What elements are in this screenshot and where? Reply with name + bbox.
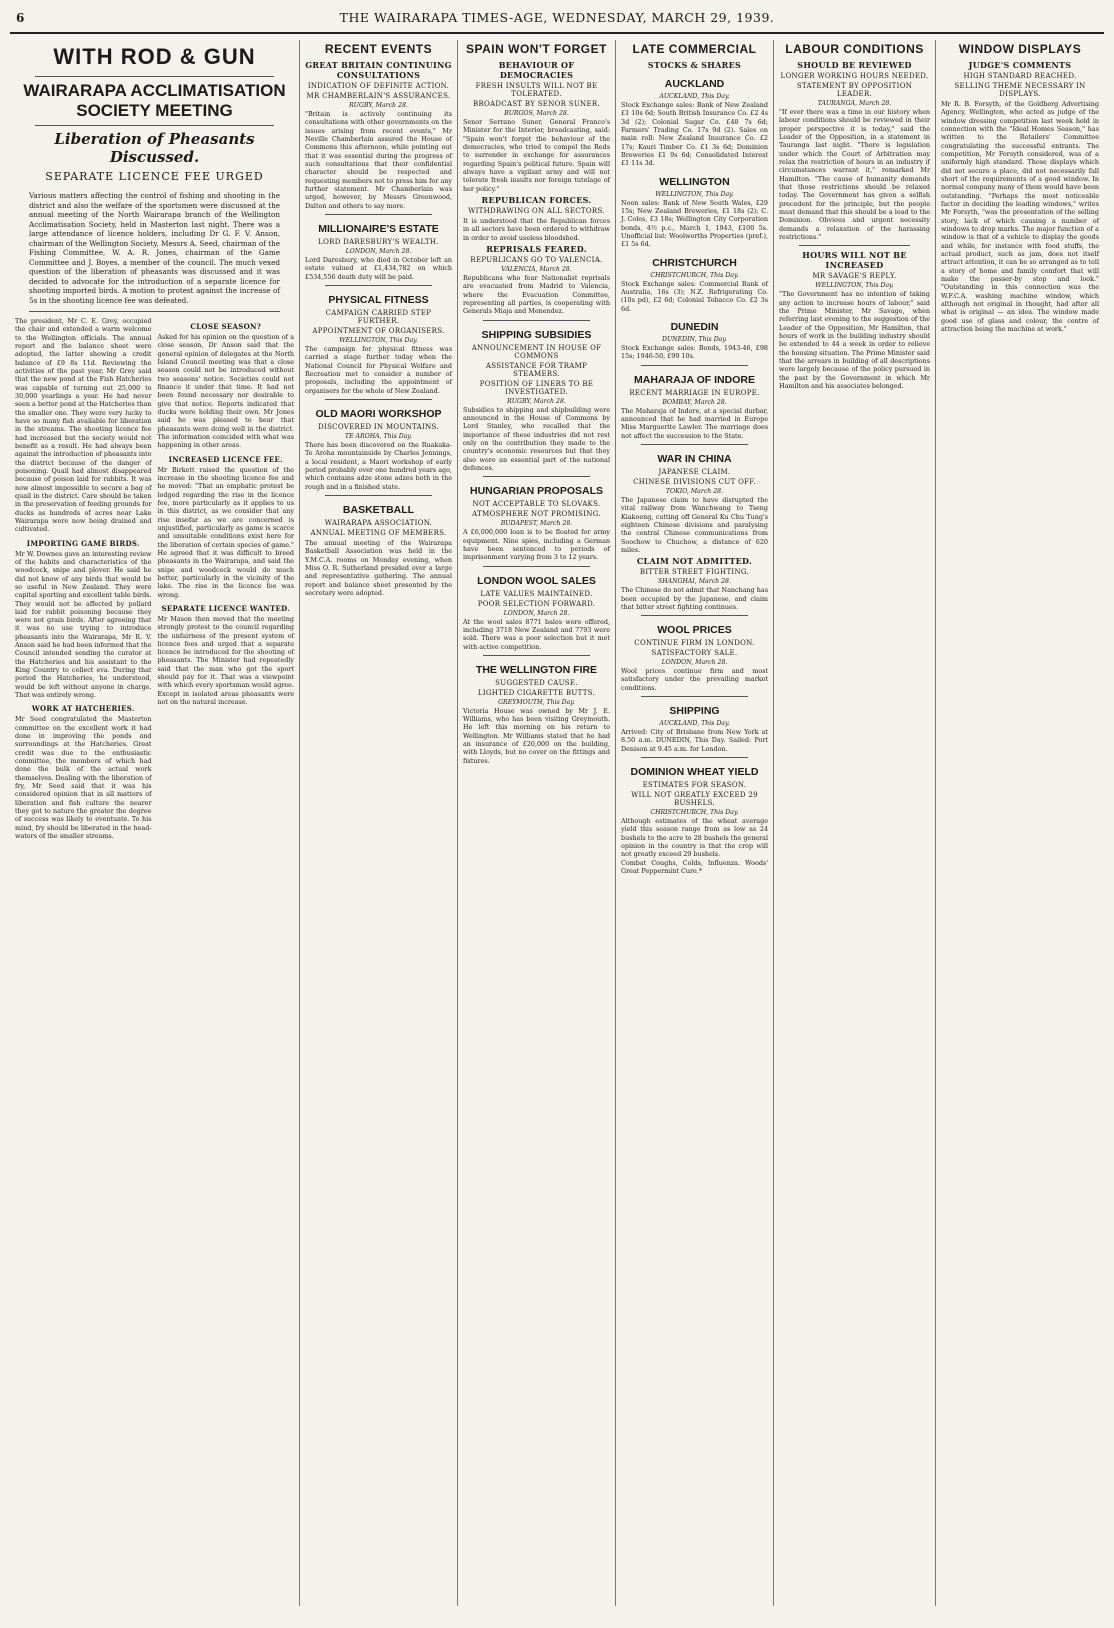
column-heading: LABOUR CONDITIONS	[785, 42, 924, 56]
article-paragraph: The campaign for physical fitness was carried a stage further today when the National Council for Physical Welfare and Recreation met to consider a number of proposals, including the appointment of organisers for the whole of New Zealand.	[305, 344, 452, 395]
dateline: LONDON, March 28.	[345, 247, 412, 255]
dateline: RUGBY, March 28.	[349, 102, 408, 109]
dateline: LONDON, March 28.	[661, 659, 728, 667]
article-subheadline: LONGER WORKING HOURS NEEDED.	[780, 72, 929, 80]
article-subheadline: INDICATION OF DEFINITE ACTION.	[307, 82, 450, 90]
advertisement-line: Combat Coughs, Colds, Influenza. Woods' Great Peppermint Cure.*	[621, 858, 768, 876]
article-subheadline: Liberation of Pheasants Discussed.	[54, 130, 255, 166]
article-paragraph: There has been discovered on the Ruakaka-Te Aroha mountainside by Charles Jennings, a local resident, a Maori workshop of early period probably over one hundred years ago, which contains adze stone adzes both in the rough and in a finished state.	[305, 440, 452, 491]
dateline: VALENCIA, March 28.	[501, 265, 572, 273]
article-paragraph: "If ever there was a time in our history when labour conditions should be reviewed in their proper perspective it is today," said the Leader of the Opposition, in a statement in Tauranga last night. "There is legislation under which the Court of Arbitration may relax the restriction of hours in an industry if circumstances warrant it," remarked Mr Hamilton. "The cause of humanity demands that those restrictions should be relaxed today. The Government has given a selfish precedent for the principle, but the people must demand that this should be a lead to the Dominion. Obvious and urgent necessity demands a relaxation of the harassing restrictions."	[779, 108, 930, 241]
article-intro: Various matters affecting the control of fishing and shooting in the district and also the welfare of the sportsmen were discussed at the annual meeting of the North Wairarapa branch of the Wellington Acclimatisation Society, held in Masterton last night. There was a large attendance of licence holders, including Dr G. F. V. Anson, chairman of the Wellington Society, Messrs A. Seed, chairman of the Fishing Committee, W. A. R. Jones, chairman of the Game Committee and J. Boyes, a member of the council. The much vexed question of the liberation of pheasants was discussed and it was decided to advocate for the introduction of a separate licence for shooting imported birds. A motion to protest against the increase of 5s in the shooting licence fee was defeated.	[29, 191, 280, 305]
column-recent-events	[300, 40, 458, 1606]
article-subheadline: WILL NOT GREATLY EXCEED 29 BUSHELS.	[631, 791, 758, 808]
article-paragraph: The Japanese claim to have disrupted the vital railway from Wanchwang to Tseng Kiakoeng, cutting off General Ku Chu Tung's eighteen Chinese divisions and paralysing the central Chinese communications from Soochow to Chuchow, a distance of 620 miles.	[621, 495, 768, 554]
article-headline: JUDGE'S COMMENTS	[968, 60, 1072, 70]
column-rod-gun	[10, 40, 300, 1606]
article-headline: WAIRARAPA ACCLIMATISATION SOCIETY MEETING	[23, 81, 286, 120]
article-headline: OLD MAORI WORKSHOP	[315, 407, 442, 420]
article-paragraph: Arrived: City of Brisbane from New York at 8.50 a.m. DUNEDIN, This Day. Sailed: Port Denison at 9.45 a.m. for London.	[621, 728, 768, 753]
article-subheadline: LIGHTED CIGARETTE BUTTS.	[477, 688, 596, 697]
article-paragraph: Noon sales: Bank of New South Wales, £29 15s; New Zealand Breweries, £1 18s (2); C. J. Coles, £3 18s; Wellington City Corporation bonds, 4½ p.c., March 1, 1943, £100 5s. Unofficial list: Woolworths Properties (pref.), £1 5s 6d.	[621, 198, 768, 249]
article-headline: WAR IN CHINA	[657, 452, 732, 465]
dateline: GREYMOUTH, This Day.	[498, 698, 575, 706]
article-subheadline: ANNOUNCEMENT IN HOUSE OF COMMONS	[471, 343, 602, 360]
article-subheadline: ESTIMATES FOR SEASON.	[642, 781, 747, 790]
column-window-displays	[936, 40, 1104, 1606]
article-subheadline: FRESH INSULTS WILL NOT BE TOLERATED.	[475, 82, 598, 98]
article-subheadline: HIGH STANDARD REACHED.	[963, 72, 1077, 80]
article-paragraph: Mr Seed congratulated the Masterton committee on the excellent work it had done in improving the ponds and surroundings at the Hatcheries. Great credit was due to the enthusiastic committee, the members of which had done the bulk of the actual work themselves. Dealing with the liberation of fry, Mr Seed said that it was his considered opinion that in all matters of liberation and fish culture the nearer they got to nature the greater the degree of success was likely to eventuate. To his mind, fry should be liberated in the head-waters of the smaller streams.	[15, 715, 152, 841]
newspaper-title: THE WAIRARAPA TIMES-AGE, WEDNESDAY, MARCH 29, 1939.	[339, 10, 775, 25]
article-headline: REPRISALS FEARED.	[486, 243, 587, 254]
article-headline: THE WELLINGTON FIRE	[475, 663, 598, 676]
article-subhead: IMPORTING GAME BIRDS.	[26, 538, 140, 548]
city-heading: DUNEDIN	[670, 320, 719, 333]
article-headline: MILLIONAIRE'S ESTATE	[318, 222, 439, 235]
column-heading: LATE COMMERCIAL	[632, 42, 757, 56]
city-heading: CHRISTCHURCH	[652, 256, 737, 269]
article-paragraph: Victoria House was owned by Mr J. E. Williams, who has been visiting Greymouth. He left this morning on his return to Wellington. Mr Williams stated that he had an insurance of £20,000 on the building, with Lloyds, but no cover on the fittings and fixtures.	[463, 706, 610, 765]
masthead	[10, 10, 1104, 34]
dateline: RUGBY, March 28.	[507, 397, 566, 405]
article-headline: HUNGARIAN PROPOSALS	[469, 485, 603, 498]
city-heading: WELLINGTON	[659, 175, 730, 188]
article-headline: DOMINION WHEAT YIELD	[630, 766, 759, 779]
dateline: CHRISTCHURCH, This Day.	[650, 809, 739, 817]
article-paragraph: Stock Exchange sales: Bonds, 1943-46, £98 15s; 1946-50, £99 10s.	[621, 343, 768, 361]
dateline: WELLINGTON, This Day.	[655, 190, 734, 198]
article-headline: GREAT BRITAIN CONTINUING CONSULTATIONS	[305, 60, 452, 80]
article-headline: LONDON WOOL SALES	[477, 574, 596, 587]
article-subheadline: STATEMENT BY OPPOSITION LEADER.	[796, 82, 913, 98]
article-subheadline: MR CHAMBERLAIN'S ASSURANCES.	[306, 92, 451, 100]
article-subheadline: CONTINUE FIRM IN LONDON.	[634, 639, 755, 648]
column-heading: RECENT EVENTS	[324, 42, 433, 56]
article-subheadline: ATMOSPHERE NOT PROMISING.	[472, 510, 601, 519]
columns	[10, 40, 1104, 1606]
article-subheadline: JAPANESE CLAIM.	[658, 467, 731, 476]
article-paragraph: It is understood that the Republican forces in all sectors have been ordered to withdraw in order to avoid useless bloodshed.	[463, 216, 610, 242]
article-subheadline: MR SAVAGE'S REPLY.	[812, 272, 897, 281]
article-paragraph: "Britain is actively continuing its consultations with other governments on the issues arising from recent events," Mr Neville Chamberlain assured the House of Commons this afternoon, while pointing out that it was essential during the progress of such consultations that their confidential character should be respected and requesting members not to press him for any further statement. Mr Chamberlain was urged, however, by Messrs Greenwood, Dalton and others to say more.	[305, 110, 452, 210]
article-paragraph: Mr R. B. Forsyth, of the Goldberg Advertising Agency, Wellington, who acted as judge of the window dressing competition last week held in connection with the "Ideal Homes Season," has written to the Retailers' Committee congratulating the successful entrants. The competition, Mr Forsyth considered, was of a uniformly high standard. Those displays which did not secure a place, did not necessarily fall short of the requirements of a good window. In normal company many of them would have been outstanding. "Perhaps the most noticeable factor in deciding the leading windows," writes Mr Forsyth, "was the presentation of the selling story, lack of which causing a number of windows to drop marks. The major function of a window is that of a vehicle to display the goods and while, for instance with food stuffs, the actual product, such as jam, does not itself attract attention, it can be so arranged as to tell a story of home and family comfort that will make the passer-by stop and look." "Outstanding in this connection was the W.F.C.A. washing machine window, which although not original in thought, had after all what is original — an idea. The window made good use of glass and colour, the centre of attraction being the machine at work."	[941, 100, 1099, 333]
article-body-columns	[15, 317, 294, 840]
article-paragraph: Although estimates of the wheat average yield this season range from as low as 24 bushels to the acre to 28 bushels the general opinion in the country is that the crop will not greatly exceed 29 bushels.	[621, 817, 768, 859]
dateline: DUNEDIN, This Day.	[662, 335, 727, 343]
article-headline: PHYSICAL FITNESS	[328, 293, 429, 306]
dateline: AUCKLAND, This Day.	[659, 720, 730, 728]
dateline: CHRISTCHURCH, This Day.	[650, 271, 739, 279]
dateline: TOKIO, March 28.	[665, 487, 724, 495]
article-headline: SHOULD BE REVIEWED	[797, 60, 912, 70]
article-subheadline: WAIRARAPA ASSOCIATION.	[324, 518, 433, 527]
article-subheadline: SUGGESTED CAUSE.	[495, 678, 578, 687]
article-subhead: WORK AT HATCHERIES.	[31, 704, 135, 714]
dateline: BURGOS, March 28.	[504, 110, 569, 117]
article-paragraph: Stock Exchange sales: Commercial Bank of Australia, 16s (3); N.Z. Refrigerating Co. (10s pd), £2 6d; Colonial Tobacco Co. £2 3s 6d.	[621, 279, 768, 313]
article-paragraph: The Chinese do not admit that Nanchang has been occupied by the Japanese, and claim that bitter street fighting continues.	[621, 586, 768, 611]
article-headline: SHIPPING	[669, 705, 720, 718]
article-headline: MAHARAJA OF INDORE	[634, 373, 755, 386]
city-heading: AUCKLAND	[664, 78, 725, 90]
article-subheadline: LORD DARESBURY'S WEALTH.	[318, 237, 439, 246]
article-headline: BEHAVIOUR OF DEMOCRACIES	[498, 60, 575, 80]
article-headline: BASKETBALL	[342, 503, 415, 516]
article-paragraph: Subsidies to shipping and shipbuilding were announced in the House of Commons by Lord Stanley, who recalled that the importance of these industries did not rest only on the contribution they made to the country's economic resources but that they also were an essential part of the national defences.	[463, 405, 610, 472]
article-headline: CLAIM NOT ADMITTED.	[636, 556, 753, 567]
article-paragraph: Asked for his opinion on the question of a close season, Dr Anson said that the general opinion of delegates at the North Island Council meeting was that a close season could not be introduced without two seasons' notice. Societies could not finance it under that time. It had not been found necessary nor desirable to give that notice. Reports indicated that ducks were holding their own. Mr Jones said he was pleased to hear that pheasants were doing well in the district. The information coincided with what was happening in other areas.	[157, 333, 294, 450]
article-paragraph: Senor Serrano Suner, General Franco's Minister for the Interior, broadcasting, said: "Spain won't forget the behaviour of the democracies, who tried to compel the Reds to surrender in exchange for assurances regarding Spain's political future. Spain will always have a vigilant army and will not tolerate fresh insults nor foreign tutelage of her policy."	[463, 118, 610, 193]
article-subhead: INCREASED LICENCE FEE.	[168, 454, 283, 464]
article-subheadline: BROADCAST BY SENOR SUNER.	[473, 100, 600, 108]
article-subheadline: APPOINTMENT OF ORGANISERS.	[312, 326, 445, 335]
column-heading: WINDOW DISPLAYS	[958, 42, 1082, 56]
article-paragraph: Mr W. Downes gave an interesting review of the habits and characteristics of the woodcock, snipe and plover. He said he did not know of any birds that would be so useful in New Zealand. They were capital sporting and excellent table birds. They would not be affected by pollard laid for rabbit poisoning because they were not grain birds. After agreeing that it was no use trying to introduce pheasants into the Wairarapa, Mr R. V. Anson said he had been informed that the Council intended sending the curator at the Hatcheries and his assistant to the King Country to collect eva. During that period the Hatcheries, he understood, would be left without anyone in charge. That was entirely wrong.	[15, 549, 152, 700]
dateline: WELLINGTON, This Day.	[339, 336, 418, 344]
column-late-commercial	[616, 40, 774, 1606]
column-spain	[458, 40, 616, 1606]
article-paragraph: Mr Mason then moved that the meeting strongly protest to the council regarding the unfairness of the present system of licence fees and urged that a separate licence be introduced for the shooting of pheasants. The Minister had repeatedly said that the man who got the sport should pay for it. That was a viewpoint with which every sportsman would agree. Except in isolated areas pheasants were not on the natural increase.	[157, 614, 294, 707]
article-paragraph: "The Government has no intention of taking any action to increase hours of labour," said the Prime Minister, Mr Savage, when referring last evening to the suggestion of the Leader of the Opposition, Mr Hamilton, that hours of work in the building industry should be extended to 44 a week in order to relieve the housing situation. The Prime Minister said that the arrears in building of all descriptions were largely because of the policy pursued in the past by the Government in which Mr Hamilton and his associates belonged.	[779, 290, 930, 390]
article-headline: REPUBLICAN FORCES.	[481, 194, 592, 205]
column-labour-conditions	[774, 40, 936, 1606]
dateline: TE AROHA, This Day.	[344, 432, 413, 440]
newspaper-page	[10, 10, 1104, 1608]
article-subheadline: BITTER STREET FIGHTING.	[639, 568, 750, 577]
article-subheadline: ASSISTANCE FOR TRAMP STEAMERS.	[485, 361, 588, 378]
article-subheadline: LATE VALUES MAINTAINED.	[480, 589, 593, 598]
article-subheadline: SATISFACTORY SALE.	[651, 649, 738, 658]
article-subheadline: WITHDRAWING ON ALL SECTORS.	[468, 206, 605, 215]
article-body-right	[158, 317, 295, 840]
article-subheadline: POSITION OF LINERS TO BE INVESTIGATED.	[479, 379, 594, 396]
article-subheadline: CAMPAIGN CARRIED STEP FURTHER.	[325, 308, 432, 325]
article-paragraph: Wool prices continue firm and most satisfactory under the prevailing market conditions.	[621, 667, 768, 692]
article-subheadline: POOR SELECTION FORWARD.	[477, 599, 596, 608]
article-headline: SHIPPING SUBSIDIES	[481, 328, 592, 341]
article-paragraph: Lord Daresbury, who died in October left an estate valued at £1,434,782 on which £534,556 death duty will be paid.	[305, 255, 452, 281]
article-headline: STOCKS & SHARES	[647, 60, 742, 70]
article-subheadline: SELLING THEME NECESSARY IN DISPLAYS.	[954, 82, 1086, 98]
article-paragraph: The Maharaja of Indore, at a special durbar, announced that he had married in Europe Miss Marguerite Lawler. The marriage does not affect the succession to the State.	[621, 406, 768, 440]
article-subheadline-caps: SEPARATE LICENCE FEE URGED	[45, 170, 264, 183]
dateline: BUDAPEST, March 28.	[500, 520, 573, 528]
column-heading: WITH ROD & GUN	[53, 44, 256, 69]
dateline: BOMBAY, March 28.	[662, 398, 727, 406]
article-subhead: CLOSE SEASON?	[190, 322, 262, 331]
article-headline: HOURS WILL NOT BE INCREASED	[802, 250, 907, 271]
page-number: 6	[16, 11, 25, 25]
dateline: LONDON, March 28.	[503, 609, 570, 617]
article-paragraph: Mr Birkett raised the question of the increase in the shooting licence fee and he moved: "That an emphatic protest be lodged regarding the rise in the licence fee, more particularly as it applies to us in this district, as we consider that any rise insofar as we are concerned is unjustified, particularly as game is scarce and unsuitable conditions exist here for the liberation of certain species of game." He agreed that it was difficult to breed pheasants in the Wairarapa, and said the snipe and woodcock would do much better, particularly in the vicinity of the lake. The rise in the licence fee was wrong.	[157, 465, 294, 599]
article-subhead: SEPARATE LICENCE WANTED.	[161, 603, 290, 613]
dateline: WELLINGTON, This Day.	[815, 282, 894, 290]
column-heading: SPAIN WON'T FORGET	[466, 42, 607, 56]
article-subheadline: NOT ACCEPTABLE TO SLOVAKS.	[472, 500, 601, 509]
article-subheadline: CHINESE DIVISIONS CUT OFF.	[633, 477, 756, 486]
article-subheadline: REPUBLICANS GO TO VALENCIA.	[470, 255, 603, 264]
article-body-left	[15, 317, 152, 840]
article-subheadline: RECENT MARRIAGE IN EUROPE.	[629, 388, 760, 397]
dateline: AUCKLAND, This Day.	[659, 93, 730, 100]
article-paragraph: The president, Mr C. E. Grey, occupied the chair and extended a warm welcome to the Wellington officials. The annual report and the balance sheet were adopted, the latter showing a credit balance of £9 8s 11d. Reviewing the activities of the past year, Mr Grey said that the new pond at the Fish Hatcheries was capable of turning out 25,000 to 30,000 yearlings a year. He had never seen a better pond at the Hatcheries than the smaller one. They were very lucky to have so many fish available for liberation in the streams. The shooting licence fee had increased but the society would not benefit as a result. He had always been against the introduction of pheasants into the district because of the danger of poisoning. Quail had almost disappeared because of poison laid for rabbits. It was now almost impossible to secure a bag of quail in the district. Care should be taken in the preservation of feeding grounds for ducks as hundreds of acres near Lake Wairarapa were now being drained and cultivated.	[15, 317, 152, 534]
article-paragraph: The annual meeting of the Wairarapa Basketball Association was held in the Y.M.C.A. rooms on Monday evening, when Miss O. R. Sutherland presided over a large and representative gathering. The annual report and balance sheet presented by the secretary were adopted.	[305, 538, 452, 597]
article-paragraph: A £6,000,000 loan is to be floated for army equipment. Nine spies, including a German have been sentenced to periods of imprisonment varying from 3 to 12 years.	[463, 528, 610, 562]
dateline: TAURANGA, March 28.	[817, 100, 892, 107]
article-headline: WOOL PRICES	[657, 624, 732, 637]
article-subheadline: ANNUAL MEETING OF MEMBERS.	[310, 528, 447, 537]
article-paragraph: At the wool sales 8771 bales were offered, including 3718 New Zealand and 7793 were sold. There was a poor selection but it met with active competition.	[463, 617, 610, 651]
article-paragraph: Republicans who fear Nationalist reprisals are evacuated from Madrid to Valencia, where the Evacuation Committee, representing all parties, is cooperating with Generals Miaja and Menendez.	[463, 273, 610, 316]
article-subheadline: DISCOVERED IN MOUNTAINS.	[318, 422, 439, 431]
dateline: SHANGHAI, March 28.	[658, 578, 731, 586]
article-paragraph: Stock Exchange sales: Bank of New Zealand £1 10s 6d; South British Insurance Co. £2 4s 3d (2); Colonial Sugar Co. £48 7s 6d; Farmers' Trading Co. 17s 9d (2). Sales on main roll: New Zealand Insurance Co. £2 17s; Kauri Timber Co. £1 3s 6d; Dominion Breweries £1 9s 6d; Consolidated Interest £1 11s 3d.	[621, 101, 768, 168]
